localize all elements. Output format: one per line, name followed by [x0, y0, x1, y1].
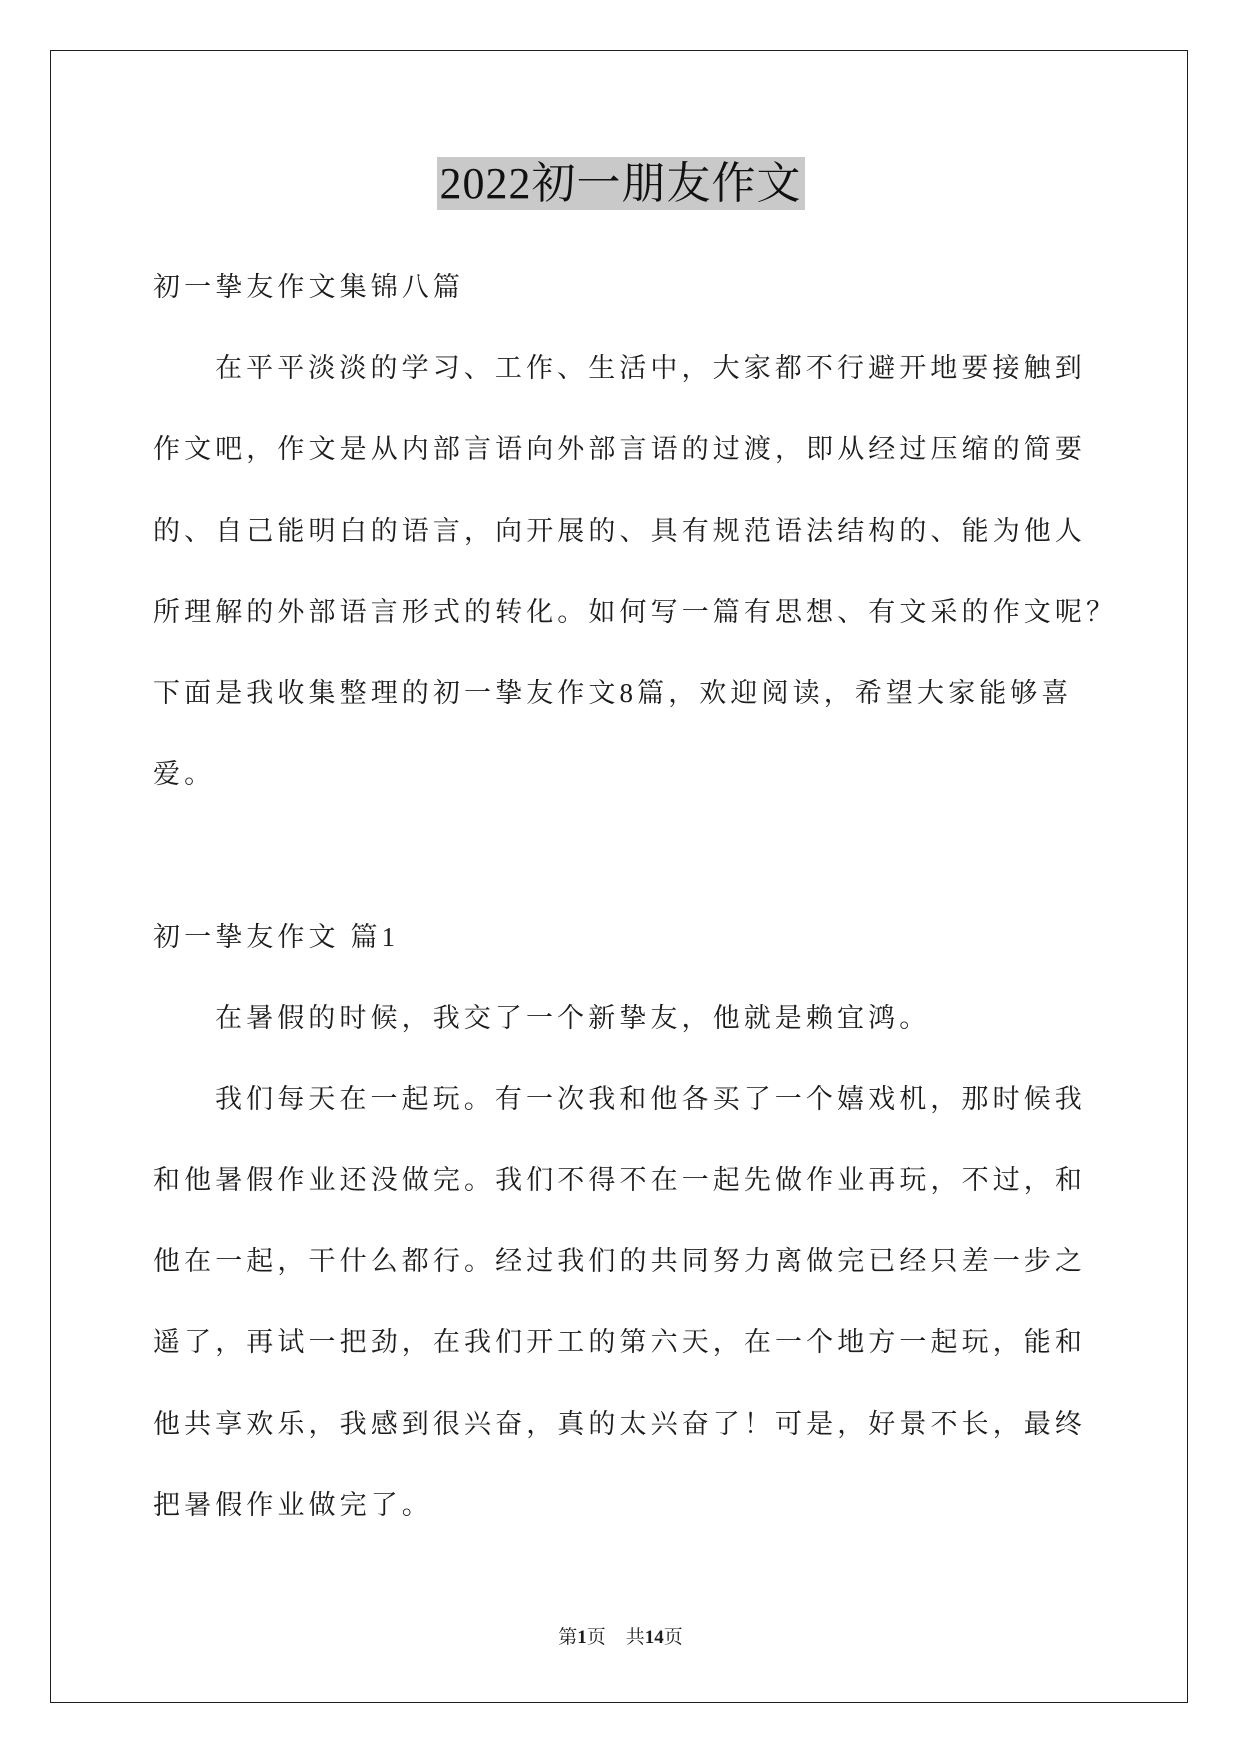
paragraph-line: 把暑假作业做完了。 [153, 1489, 433, 1520]
paragraph-line: 他在一起，干什么都行。经过我们的共同努力离做完已经只差一步之 [153, 1246, 1086, 1277]
intro-line: 在平平淡淡的学习、工作、生活中，大家都不行避开地要接触到 [215, 353, 1086, 384]
page-label-end: 页 [586, 1627, 606, 1648]
page-footer [0, 1626, 1241, 1650]
page-indicator [558, 1627, 606, 1648]
paragraph-line: 我们每天在一起玩。有一次我和他各买了一个嬉戏机，那时候我 [215, 1083, 1086, 1114]
paragraph-line: 和他暑假作业还没做完。我们不得不在一起先做作业再玩，不过，和 [153, 1165, 1086, 1196]
page-number: 1 [577, 1627, 587, 1648]
paragraph-line: 在暑假的时候，我交了一个新挚友，他就是赖宜鸿。 [215, 1002, 931, 1033]
title-container [0, 157, 1241, 210]
intro-line: 所理解的外部语言形式的转化。如何写一篇有思想、有文采的作文呢？ [153, 596, 1118, 627]
section-paragraph [153, 978, 1153, 1059]
intro-line: 的、自己能明白的语言，向开展的、具有规范语法结构的、能为他人 [153, 515, 1086, 546]
total-label-end: 页 [663, 1627, 683, 1648]
total-pages: 14 [644, 1627, 664, 1648]
section-paragraph [153, 1059, 1153, 1546]
intro-line: 作文吧，作文是从内部言语向外部言语的过渡，即从经过压缩的简要 [153, 434, 1086, 465]
document-body [153, 247, 1153, 1546]
intro-paragraph [153, 328, 1153, 815]
paragraph-line: 遥了，再试一把劲，在我们开工的第六天，在一个地方一起玩，能和 [153, 1327, 1086, 1358]
section-heading: 初一挚友作文 篇1 [153, 921, 400, 952]
total-pages-indicator [626, 1627, 683, 1648]
collection-heading: 初一挚友作文集锦八篇 [153, 272, 464, 302]
total-label-start: 共 [625, 1627, 645, 1648]
page-label-start: 第 [558, 1627, 578, 1648]
intro-line: 下面是我收集整理的初一挚友作文8篇，欢迎阅读，希望大家能够喜 [153, 677, 1073, 708]
intro-line: 爱。 [153, 759, 216, 790]
blank-line [153, 815, 1153, 896]
paragraph-line: 他共享欢乐，我感到很兴奋，真的太兴奋了！可是，好景不长，最终 [153, 1408, 1086, 1439]
essay-section [153, 897, 1153, 1547]
document-title: 2022初一朋友作文 [437, 157, 805, 210]
